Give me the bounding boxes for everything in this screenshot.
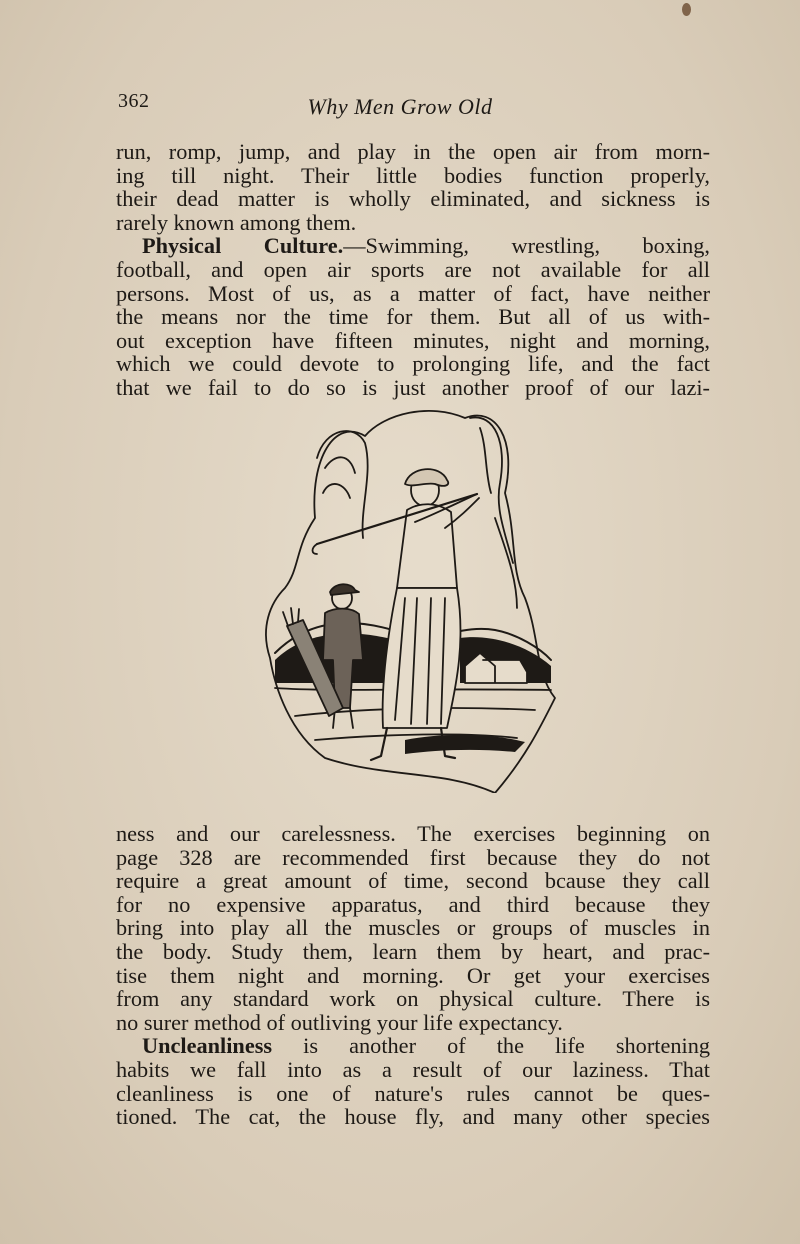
text-line: run, romp, jump, and play in the open air from morn-: [116, 139, 710, 164]
physical-culture-first-line: [116, 234, 710, 258]
text-line: for no expensive apparatus, and third because they: [116, 891, 710, 917]
bottom-text-block: [116, 822, 710, 1129]
text-line: out exception have fifteen minutes, night and morning,: [116, 327, 710, 353]
text-line: tioned. The cat, the house fly, and many other species: [116, 1104, 710, 1130]
text-line: habits we fall into as a result of our laziness. That: [116, 1056, 710, 1082]
tree-left: [317, 431, 368, 538]
golfer-hat: [405, 469, 448, 486]
caddie-cap: [330, 584, 359, 595]
golfer-illustration: [255, 398, 560, 793]
text-line: persons. Most of us, as a matter of fact, have neither: [116, 280, 710, 306]
text-line: tise them night and morning. Or get your exercises: [116, 962, 710, 988]
text-line: that we fail to do so is just another proof of our lazi-: [116, 374, 710, 400]
text-line: the body. Study them, learn them by heart, and prac-: [116, 938, 710, 964]
text-line: ing till night. Their little bodies function properly,: [116, 162, 710, 188]
text-fragment: —Swimming, wrestling, boxing,: [343, 233, 711, 259]
text-line: ness and our carelessness. The exercises beginning on: [116, 821, 710, 846]
golf-club-head: [313, 544, 318, 554]
ink-stain: [682, 3, 691, 16]
text-line: cleanliness is one of nature's rules cannot be ques-: [116, 1080, 710, 1106]
text-line: require a great amount of time, second bcause they call: [116, 868, 710, 894]
text-line: their dead matter is wholly eliminated, and sickness is: [116, 186, 710, 212]
page-number: 362: [118, 90, 150, 112]
uncleanliness-first-line: [116, 1034, 710, 1058]
text-line: bring into play all the muscles or groups of muscles in: [116, 915, 710, 941]
text-fragment: is another of the life shortening: [272, 1033, 710, 1059]
text-line: no surer method of outliving your life expectancy.: [116, 1009, 563, 1035]
physical-culture-heading: Physical Culture.: [142, 233, 344, 259]
text-line: rarely known among them.: [116, 209, 357, 235]
golfer-skirt: [383, 588, 461, 728]
running-title: Why Men Grow Old: [307, 94, 493, 119]
top-text-block: [116, 140, 710, 400]
text-line: the means nor the time for them. But all of us with-: [116, 304, 710, 330]
text-line: page 328 are recommended first because they do not: [116, 844, 710, 870]
text-line: football, and open air sports are not available for all: [116, 256, 710, 282]
uncleanliness-heading: Uncleanliness: [142, 1033, 273, 1059]
text-line: from any standard work on physical culture. There is: [116, 986, 710, 1012]
text-line: which we could devote to prolonging life, and the fact: [116, 351, 710, 377]
